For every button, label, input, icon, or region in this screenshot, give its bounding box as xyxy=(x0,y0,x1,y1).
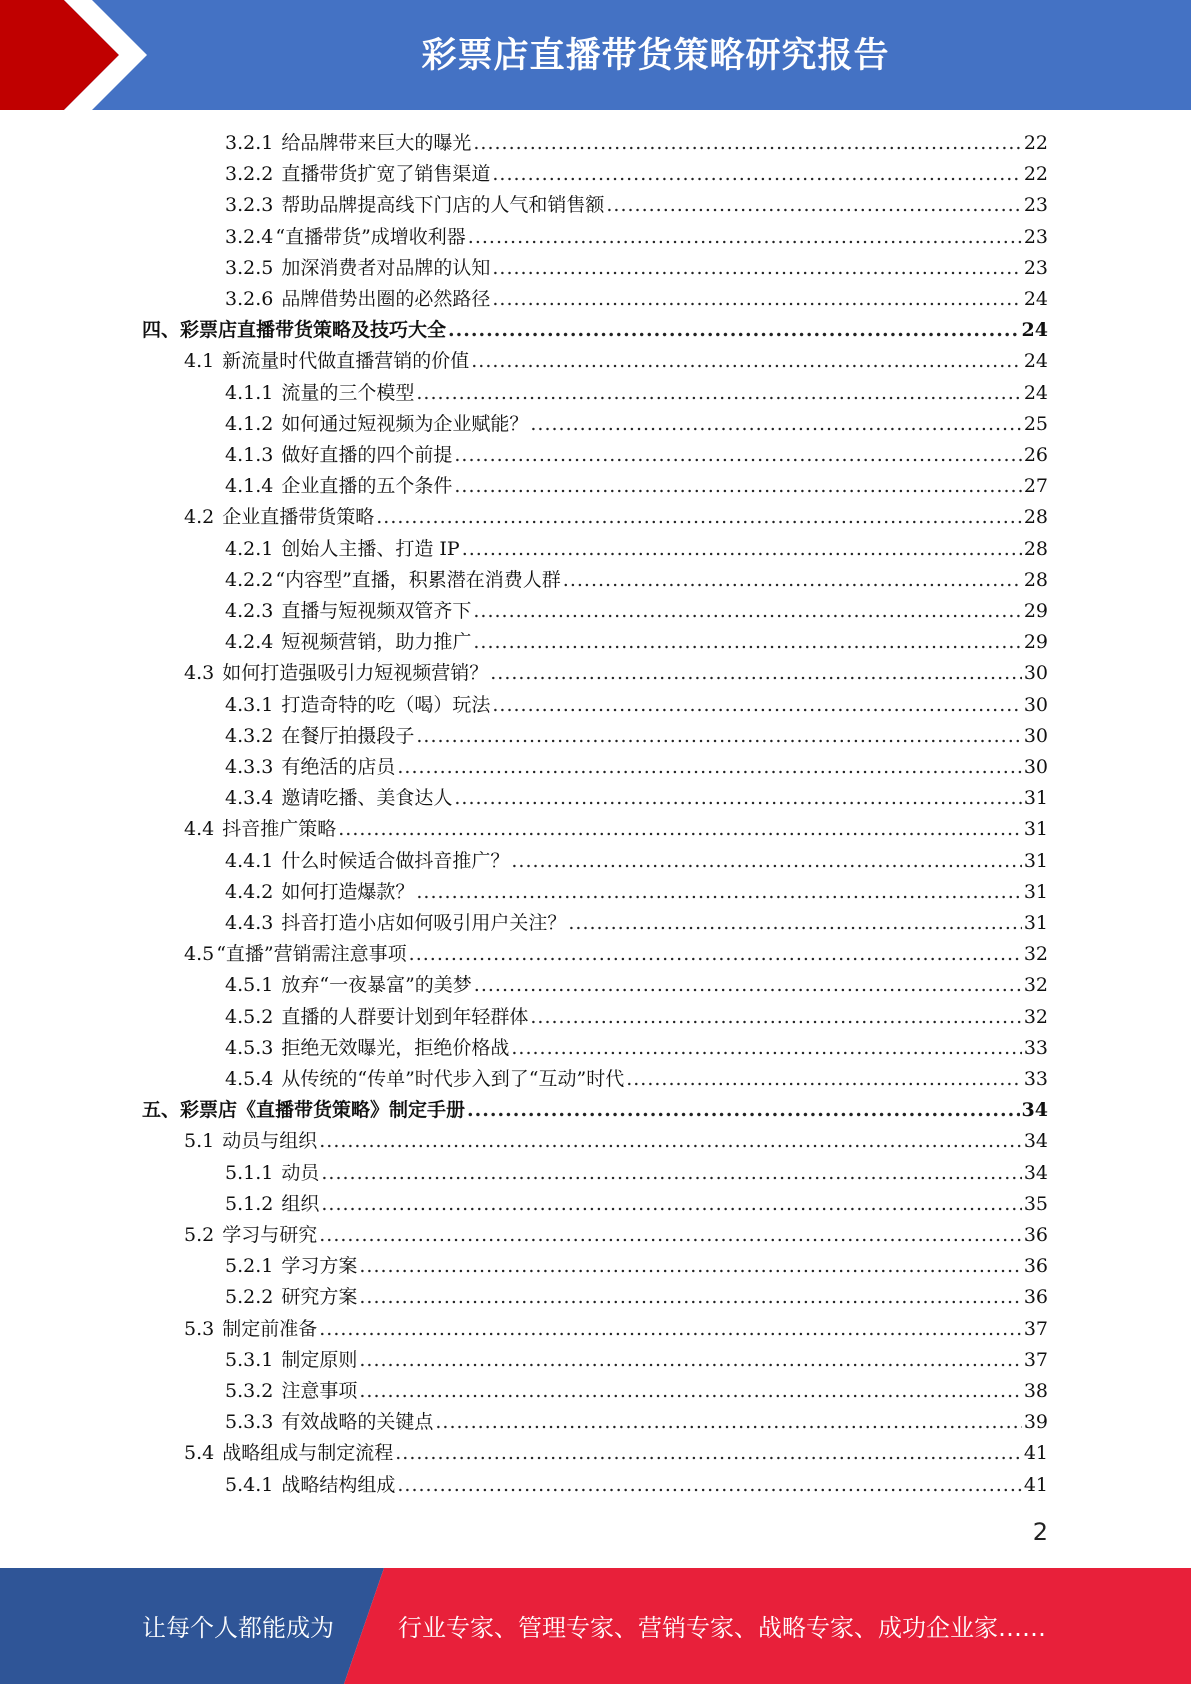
toc-entry-title: 组织 xyxy=(281,1192,320,1215)
toc-entry-page: 29 xyxy=(1023,631,1048,654)
toc-entry-page: 30 xyxy=(1023,756,1048,778)
toc-dot-leader xyxy=(492,284,1021,314)
toc-dot-leader xyxy=(319,1220,1022,1250)
toc-entry-label xyxy=(225,1002,528,1032)
toc-dot-leader xyxy=(473,627,1021,657)
toc-entry-title: 有绝活的店员 xyxy=(281,756,396,778)
toc-entry-number: 4.3.3 xyxy=(225,756,274,778)
toc-entry-title: 如何通过短视频为企业赋能？ xyxy=(281,412,529,435)
toc-dot-leader xyxy=(359,1376,1021,1406)
toc-entry-label xyxy=(225,190,604,220)
toc-entry[interactable] xyxy=(184,1126,1048,1156)
toc-entry[interactable] xyxy=(225,190,1048,220)
toc-entry-page: 28 xyxy=(1023,568,1048,591)
toc-entry-page: 36 xyxy=(1023,1286,1048,1309)
toc-dot-leader xyxy=(626,1064,1022,1094)
toc-entry-title: 战略组成与制定流程 xyxy=(222,1442,394,1465)
toc-entry[interactable] xyxy=(225,1189,1048,1219)
toc-entry-page: 24 xyxy=(1023,350,1048,373)
toc-entry-title: 注意事项 xyxy=(281,1380,358,1402)
toc-entry-title: “直播”营销需注意事项 xyxy=(216,943,407,966)
toc-entry-label xyxy=(225,596,471,626)
toc-entry-title: “直播带货”成增收利器 xyxy=(275,225,466,248)
toc-dot-leader xyxy=(435,1407,1021,1437)
toc-entry-label xyxy=(225,846,509,876)
toc-entry-page: 27 xyxy=(1023,475,1048,498)
toc-entry[interactable] xyxy=(184,1314,1048,1344)
toc-dot-leader xyxy=(473,596,1021,626)
toc-entry-page: 30 xyxy=(1023,693,1048,716)
toc-entry[interactable] xyxy=(225,1345,1048,1375)
toc-entry-label xyxy=(225,1158,319,1188)
toc-entry[interactable] xyxy=(225,752,1048,782)
toc-entry-page: 33 xyxy=(1023,1068,1048,1090)
toc-entry-number: 4.4.3 xyxy=(225,912,274,934)
toc-entry-label xyxy=(225,159,490,189)
toc-entry[interactable] xyxy=(142,315,1048,345)
toc-entry-page: 28 xyxy=(1023,537,1048,560)
toc-entry-title: 动员与组织 xyxy=(222,1130,318,1153)
toc-dot-leader xyxy=(511,1033,1021,1063)
toc-entry-page: 30 xyxy=(1023,724,1048,747)
toc-entry-title: 有效战略的关键点 xyxy=(281,1411,434,1434)
toc-entry-label xyxy=(225,222,466,252)
toc-entry-label xyxy=(225,1407,433,1437)
toc-entry-page: 31 xyxy=(1023,787,1048,810)
toc-entry-title: 加深消费者对品牌的认知 xyxy=(281,256,491,279)
toc-entry[interactable] xyxy=(225,1407,1048,1437)
toc-entry-title: 帮助品牌提高线下门店的人气和销售额 xyxy=(281,194,605,217)
toc-entry-label xyxy=(142,1095,465,1125)
toc-entry-page: 36 xyxy=(1023,1255,1048,1278)
toc-entry-page: 34 xyxy=(1023,1130,1048,1153)
toc-entry-page: 32 xyxy=(1023,1005,1048,1028)
toc-entry[interactable] xyxy=(225,534,1048,564)
toc-dot-leader xyxy=(416,721,1021,751)
toc-entry-label xyxy=(225,1033,509,1063)
toc-entry-number: 3.2.4 xyxy=(225,225,274,248)
toc-entry-number: 4.4 xyxy=(184,818,215,841)
toc-entry-label xyxy=(225,253,490,283)
toc-entry-number: 3.2.2 xyxy=(225,163,274,186)
toc-entry-page: 34 xyxy=(1023,1161,1048,1184)
toc-entry[interactable] xyxy=(225,1376,1048,1406)
toc-entry-page: 24 xyxy=(1021,319,1048,342)
toc-entry-number: 4.2.1 xyxy=(225,537,274,560)
toc-entry-label xyxy=(184,1314,317,1344)
toc-dot-leader xyxy=(563,565,1022,595)
toc-entry-number: 3.2.3 xyxy=(225,194,274,217)
toc-entry-page: 41 xyxy=(1023,1442,1048,1465)
toc-entry-label xyxy=(184,939,407,969)
toc-entry-title: 创始人主播、打造 IP xyxy=(281,537,460,560)
toc-entry[interactable] xyxy=(225,877,1048,907)
toc-entry-title: 短视频营销，助力推广 xyxy=(281,631,472,654)
toc-entry-page: 29 xyxy=(1023,600,1048,622)
toc-entry-title: 抖音打造小店如何吸引用户关注？ xyxy=(281,912,567,934)
toc-entry[interactable] xyxy=(225,846,1048,876)
toc-entry[interactable] xyxy=(184,346,1048,376)
toc-dot-leader xyxy=(492,690,1021,720)
toc-dot-leader xyxy=(319,1126,1022,1156)
toc-entry-label xyxy=(184,814,336,844)
toc-entry-number: 3.2.1 xyxy=(225,132,274,154)
toc-dot-leader xyxy=(359,1345,1021,1375)
toc-entry-number: 4.1.1 xyxy=(225,381,274,404)
toc-entry-title: 给品牌带来巨大的曝光 xyxy=(281,132,472,154)
toc-entry-label xyxy=(184,502,374,532)
toc-entry-page: 31 xyxy=(1023,880,1048,903)
toc-entry-number: 5.3 xyxy=(184,1317,215,1340)
toc-entry[interactable] xyxy=(225,128,1048,158)
toc-entry-title: 从传统的“传单”时代步入到了“互动”时代 xyxy=(281,1068,625,1090)
toc-entry-number: 4.5.1 xyxy=(225,974,274,997)
toc-entry-label xyxy=(142,315,446,345)
toc-entry[interactable] xyxy=(225,440,1048,470)
toc-entry-label xyxy=(225,1064,624,1094)
toc-entry-number: 4.2 xyxy=(184,506,215,529)
toc-entry-label xyxy=(225,471,452,501)
toc-entry-label xyxy=(225,1251,357,1281)
toc-entry-title: 如何打造爆款？ xyxy=(281,880,415,903)
toc-dot-leader xyxy=(471,346,1022,376)
toc-entry[interactable] xyxy=(225,409,1048,439)
toc-dot-leader xyxy=(467,1095,1020,1125)
toc-entry-number: 4.4.2 xyxy=(225,880,274,903)
toc-entry-number: 4.1 xyxy=(184,350,215,373)
toc-entry-number: 5.4 xyxy=(184,1442,215,1465)
toc-entry-number: 4.2.3 xyxy=(225,600,274,622)
toc-entry-title: 学习方案 xyxy=(281,1255,358,1278)
toc-entry-label xyxy=(225,908,566,938)
toc-entry-number: 5.3.1 xyxy=(225,1348,274,1371)
toc-dot-leader xyxy=(492,159,1021,189)
toc-entry-number: 5.1.1 xyxy=(225,1161,274,1184)
toc-entry-title: 学习与研究 xyxy=(222,1224,318,1246)
toc-entry[interactable] xyxy=(225,378,1048,408)
toc-entry[interactable] xyxy=(225,1158,1048,1188)
toc-entry-title: “内容型”直播，积累潜在消费人群 xyxy=(275,568,561,591)
toc-entry-label xyxy=(184,658,488,688)
toc-entry-title: 企业直播带货策略 xyxy=(222,506,375,529)
toc-entry[interactable] xyxy=(225,565,1048,595)
toc-entry-page: 26 xyxy=(1023,444,1048,466)
toc-entry-page: 39 xyxy=(1023,1411,1048,1434)
toc-entry-label xyxy=(225,970,472,1000)
toc-entry[interactable] xyxy=(225,1282,1048,1312)
toc-entry-page: 36 xyxy=(1023,1224,1048,1246)
toc-entry-page: 30 xyxy=(1023,662,1048,685)
toc-entry-label xyxy=(225,1376,357,1406)
toc-entry-title: 新流量时代做直播营销的价值 xyxy=(222,350,470,373)
toc-entry-label xyxy=(184,1438,393,1468)
toc-entry[interactable] xyxy=(225,690,1048,720)
toc-dot-leader xyxy=(416,378,1021,408)
toc-dot-leader xyxy=(321,1189,1021,1219)
toc-dot-leader xyxy=(454,783,1021,813)
toc-entry-page: 31 xyxy=(1023,849,1048,872)
toc-entry-label xyxy=(225,783,452,813)
toc-entry[interactable] xyxy=(225,721,1048,751)
toc-entry-page: 34 xyxy=(1021,1099,1048,1122)
toc-entry-number: 5.2 xyxy=(184,1224,215,1246)
toc-entry-label xyxy=(225,378,414,408)
toc-dot-leader xyxy=(397,1470,1021,1500)
toc-dot-leader xyxy=(359,1282,1021,1312)
toc-entry-number: 4.1.4 xyxy=(225,475,274,498)
toc-entry-title: 邀请吃播、美食达人 xyxy=(281,787,453,810)
toc-dot-leader xyxy=(397,752,1021,782)
toc-dot-leader xyxy=(376,502,1022,532)
toc-entry-title: 流量的三个模型 xyxy=(281,381,415,404)
toc-entry-title: 研究方案 xyxy=(281,1286,358,1309)
toc-entry-title: 制定前准备 xyxy=(222,1317,318,1340)
toc-entry[interactable] xyxy=(225,1033,1048,1063)
toc-entry-title: 打造奇特的吃（喝）玩法 xyxy=(281,693,491,716)
toc-entry-page: 22 xyxy=(1023,163,1048,186)
toc-dot-leader xyxy=(530,409,1021,439)
toc-entry[interactable] xyxy=(225,471,1048,501)
toc-dot-leader xyxy=(490,658,1022,688)
toc-dot-leader xyxy=(359,1251,1021,1281)
toc-entry-number: 3.2.5 xyxy=(225,256,274,279)
report-title: 彩票店直播带货策略研究报告 xyxy=(421,36,890,76)
toc-entry-title: 如何打造强吸引力短视频营销？ xyxy=(222,662,489,685)
toc-dot-leader xyxy=(319,1314,1022,1344)
toc-entry-label xyxy=(184,346,469,376)
toc-entry-page: 31 xyxy=(1023,818,1048,841)
toc-entry-title: 企业直播的五个条件 xyxy=(281,475,453,498)
toc-entry-page: 33 xyxy=(1023,1036,1048,1059)
toc-entry-number: 4.5.4 xyxy=(225,1068,274,1090)
toc-dot-leader xyxy=(568,908,1021,938)
toc-dot-leader xyxy=(416,877,1021,907)
toc-entry-number: 4.3.2 xyxy=(225,724,274,747)
toc-entry-page: 25 xyxy=(1023,412,1048,435)
toc-entry-number: 5.2.2 xyxy=(225,1286,274,1309)
toc-dot-leader xyxy=(338,814,1022,844)
toc-entry-number: 3.2.6 xyxy=(225,288,274,310)
toc-entry-number: 4.1.2 xyxy=(225,412,274,435)
toc-dot-leader xyxy=(409,939,1022,969)
toc-entry[interactable] xyxy=(225,783,1048,813)
footer-slogan-right: 行业专家、管理专家、营销专家、战略专家、成功企业家…… xyxy=(398,1614,1046,1642)
toc-dot-leader xyxy=(468,222,1022,252)
toc-entry[interactable] xyxy=(225,970,1048,1000)
toc-entry-label xyxy=(225,1470,395,1500)
toc-entry-label xyxy=(225,1282,357,1312)
toc-entry-page: 32 xyxy=(1023,943,1048,966)
toc-entry-number: 5.3.2 xyxy=(225,1380,274,1402)
toc-entry-number: 4.3.4 xyxy=(225,787,274,810)
toc-dot-leader xyxy=(321,1158,1021,1188)
toc-entry-title: 什么时候适合做抖音推广？ xyxy=(281,849,510,872)
toc-entry[interactable] xyxy=(225,1002,1048,1032)
toc-entry[interactable] xyxy=(184,814,1048,844)
toc-entry-number: 4.3.1 xyxy=(225,693,274,716)
toc-entry-title: 直播带货扩宽了销售渠道 xyxy=(281,163,491,186)
toc-entry-title: 做好直播的四个前提 xyxy=(281,444,453,466)
page-header xyxy=(0,0,1191,110)
toc-entry-label xyxy=(225,409,528,439)
toc-entry-title: 动员 xyxy=(281,1161,320,1184)
toc-entry-title: 放弃“一夜暴富”的美梦 xyxy=(281,974,472,997)
toc-entry[interactable] xyxy=(225,627,1048,657)
toc-entry-page: 23 xyxy=(1023,194,1048,217)
toc-entry-number: 4.2.2 xyxy=(225,568,274,591)
toc-entry-label xyxy=(225,721,414,751)
toc-entry-number: 4.4.1 xyxy=(225,849,274,872)
toc-entry-title: 在餐厅拍摄段子 xyxy=(281,724,415,747)
toc-entry-title: 品牌借势出圈的必然路径 xyxy=(281,288,491,310)
toc-entry-number: 5.4.1 xyxy=(225,1473,274,1496)
toc-entry-number: 4.3 xyxy=(184,662,215,685)
toc-dot-leader xyxy=(606,190,1021,220)
toc-entry[interactable] xyxy=(225,1470,1048,1500)
toc-entry[interactable] xyxy=(184,658,1048,688)
toc-entry-title: 五、彩票店《直播带货策略》制定手册 xyxy=(142,1099,466,1122)
toc-dot-leader xyxy=(511,846,1021,876)
toc-entry[interactable] xyxy=(225,284,1048,314)
toc-entry-number: 4.2.4 xyxy=(225,631,274,654)
toc-entry-title: 直播与短视频双管齐下 xyxy=(281,600,472,622)
toc-entry-title: 制定原则 xyxy=(281,1348,358,1371)
toc-entry[interactable] xyxy=(225,1251,1048,1281)
footer-slogan-left: 让每个人都能成为 xyxy=(142,1614,334,1642)
toc-entry-label xyxy=(184,1126,317,1156)
toc-entry-label xyxy=(225,440,452,470)
toc-entry-number: 4.5 xyxy=(184,943,215,966)
toc-entry-title: 战略结构组成 xyxy=(281,1473,396,1496)
toc-entry-page: 37 xyxy=(1023,1317,1048,1340)
toc-entry[interactable] xyxy=(142,1095,1048,1125)
toc-dot-leader xyxy=(454,471,1021,501)
page-footer xyxy=(0,1568,1191,1684)
toc-entry-number: 5.1 xyxy=(184,1130,215,1153)
toc-entry-label xyxy=(225,752,395,782)
toc-entry-label xyxy=(225,877,414,907)
toc-entry-label xyxy=(225,690,490,720)
toc-entry-page: 37 xyxy=(1023,1348,1048,1371)
toc-entry[interactable] xyxy=(184,1438,1048,1468)
toc-entry-page: 23 xyxy=(1023,256,1048,279)
toc-entry[interactable] xyxy=(225,222,1048,252)
toc-entry[interactable] xyxy=(184,1220,1048,1250)
toc-entry-label xyxy=(225,284,490,314)
toc-entry-page: 23 xyxy=(1023,225,1048,248)
toc-entry-label xyxy=(184,1220,317,1250)
toc-entry-label xyxy=(225,1345,357,1375)
toc-entry[interactable] xyxy=(184,502,1048,532)
toc-entry[interactable] xyxy=(225,1064,1048,1094)
toc-entry-number: 4.5.3 xyxy=(225,1036,274,1059)
toc-entry-page: 32 xyxy=(1023,974,1048,997)
toc-dot-leader xyxy=(454,440,1021,470)
toc-entry-number: 4.5.2 xyxy=(225,1005,274,1028)
toc-entry-title: 抖音推广策略 xyxy=(222,818,337,841)
toc-entry-page: 35 xyxy=(1023,1192,1048,1215)
toc-entry-page: 24 xyxy=(1023,288,1048,310)
page-number: 2 xyxy=(1032,1518,1048,1546)
toc-entry-title: 直播的人群要计划到年轻群体 xyxy=(281,1005,529,1028)
toc-entry-number: 5.1.2 xyxy=(225,1192,274,1215)
toc-dot-leader xyxy=(462,534,1022,564)
toc-entry-page: 24 xyxy=(1023,381,1048,404)
toc-entry[interactable] xyxy=(225,908,1048,938)
toc-dot-leader xyxy=(473,128,1021,158)
toc-entry-page: 31 xyxy=(1023,912,1048,934)
toc-entry-label xyxy=(225,1189,319,1219)
toc-entry-number: 5.2.1 xyxy=(225,1255,274,1278)
toc-entry[interactable] xyxy=(184,939,1048,969)
toc-entry-page: 28 xyxy=(1023,506,1048,529)
toc-entry[interactable] xyxy=(225,596,1048,626)
toc-entry-number: 5.3.3 xyxy=(225,1411,274,1434)
toc-entry-page: 22 xyxy=(1023,132,1048,154)
toc-entry-page: 41 xyxy=(1023,1473,1048,1496)
toc-entry[interactable] xyxy=(225,159,1048,189)
toc-dot-leader xyxy=(474,970,1022,1000)
toc-entry-label xyxy=(225,128,471,158)
toc-entry-label xyxy=(225,534,460,564)
toc-entry-label xyxy=(225,565,561,595)
toc-entry-number: 4.1.3 xyxy=(225,444,274,466)
toc-entry-page: 38 xyxy=(1023,1380,1048,1402)
toc-entry-title: 四、彩票店直播带货策略及技巧大全 xyxy=(142,319,447,342)
toc-entry-title: 拒绝无效曝光，拒绝价格战 xyxy=(281,1036,510,1059)
toc-dot-leader xyxy=(395,1438,1022,1468)
toc-dot-leader xyxy=(530,1002,1021,1032)
toc-entry[interactable] xyxy=(225,253,1048,283)
toc-dot-leader xyxy=(492,253,1021,283)
toc-entry-label xyxy=(225,627,471,657)
toc-dot-leader xyxy=(448,315,1020,345)
